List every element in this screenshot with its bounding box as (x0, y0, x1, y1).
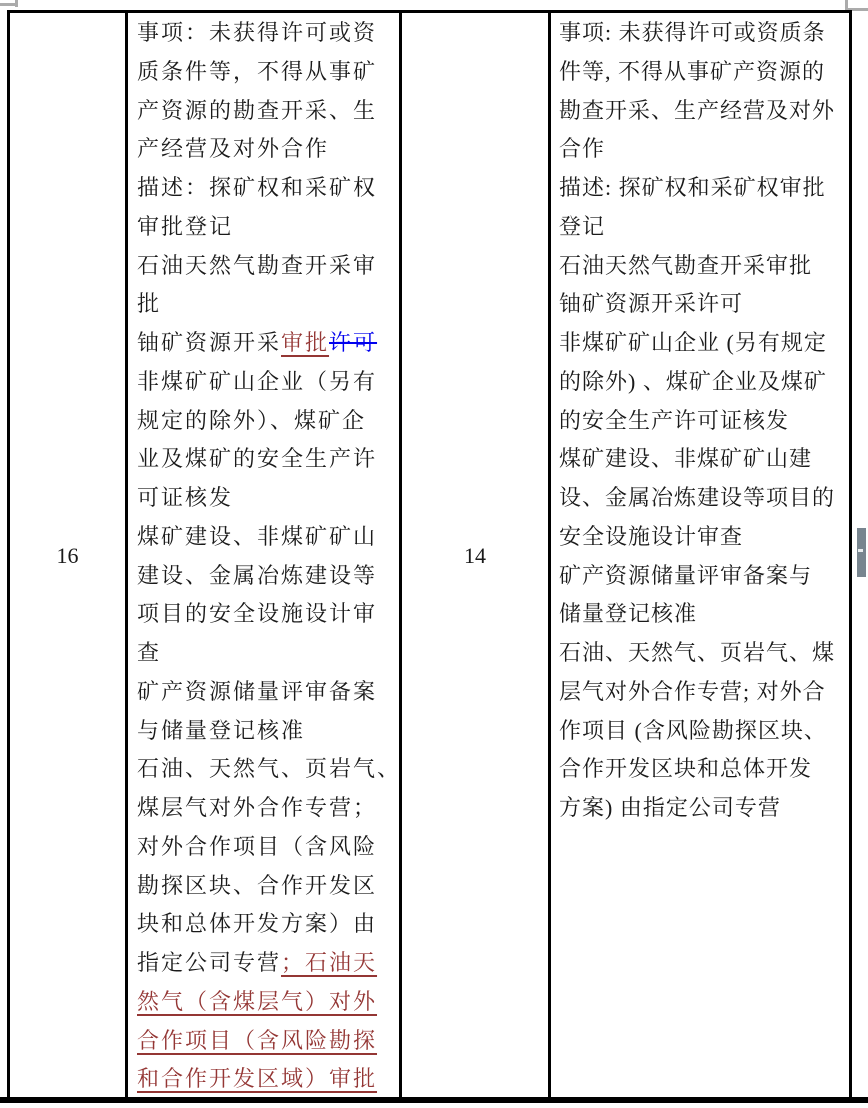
text-run: 业及煤矿的安全生产许 (137, 446, 378, 472)
old-version-text-cell[interactable] (128, 13, 402, 1098)
text-line (137, 285, 397, 324)
text-line (137, 634, 397, 673)
text-run: 设、金属冶炼建设等项目的 (559, 485, 836, 510)
old-row-number: 16 (56, 542, 79, 568)
text-run: 石油、天然气、页岩气、煤 (559, 640, 836, 665)
table-bottom-border (0, 1097, 868, 1103)
grid-corner-mark-top-left-vertical (15, 0, 18, 7)
text-line (559, 557, 847, 596)
text-run: 合作开发区块和总体开发 (559, 756, 813, 782)
text-line (137, 247, 397, 286)
text-line (137, 1022, 397, 1061)
text-run: 储量登记核准 (559, 601, 698, 627)
text-line (559, 363, 847, 402)
inserted-text: ；石油天 (281, 950, 378, 975)
text-line (137, 53, 397, 92)
text-run: 的安全生产许可证核发 (559, 407, 790, 433)
inserted-text: 合作项目（含风险勘探 (137, 1027, 378, 1053)
text-line (559, 247, 847, 286)
text-run: 查 (137, 640, 162, 665)
text-line (559, 789, 847, 828)
text-line (559, 479, 847, 518)
text-run: 件等, 不得从事矿产资源的 (559, 58, 826, 84)
text-run: 对外合作项目（含风险 (137, 833, 378, 859)
text-line (559, 324, 847, 363)
text-line (137, 944, 397, 983)
text-line (559, 402, 847, 441)
text-line (137, 595, 397, 634)
text-line (137, 324, 397, 363)
text-run: 方案) 由指定公司专营 (559, 795, 781, 820)
text-run: 煤矿建设、非煤矿矿山 (137, 523, 378, 549)
text-line (137, 92, 397, 131)
text-run: 规定的除外）、煤矿企 (137, 407, 367, 433)
text-run: 建设、金属冶炼建设等 (137, 562, 378, 588)
scrollbar-thumb[interactable] (857, 528, 866, 577)
text-line (559, 712, 847, 751)
text-line (137, 363, 397, 402)
text-run: 描述：探矿权和采矿权 (137, 175, 378, 200)
inserted-text: 然气（含煤层气）对外 (137, 988, 378, 1014)
text-line (137, 905, 397, 944)
text-line (137, 789, 397, 828)
text-run: 事项：未获得许可或资 (137, 20, 378, 45)
text-run: 审批登记 (137, 213, 234, 239)
text-run: 层气对外合作专营; 对外合 (559, 678, 826, 704)
text-line (559, 285, 847, 324)
inserted-text: 和合作开发区域）审批 (137, 1066, 378, 1092)
text-run: 矿产资源储量评审备案与 (559, 562, 813, 588)
text-run: 描述: 探矿权和采矿权审批 (559, 175, 826, 200)
text-line (137, 712, 397, 751)
text-line (559, 634, 847, 673)
text-run: 铀矿资源开采 (137, 330, 282, 355)
text-line (137, 169, 397, 208)
text-run: 非煤矿矿山企业 (另有规定 (559, 330, 827, 355)
text-run: 煤层气对外合作专营； (137, 795, 378, 820)
text-run: 石油、天然气、页岩气、 (137, 756, 402, 782)
text-line (137, 867, 397, 906)
text-run: 非煤矿矿山企业（另有 (137, 368, 378, 394)
text-line (137, 983, 397, 1022)
text-run: 产资源的勘查开采、生 (137, 97, 378, 123)
text-line (137, 479, 397, 518)
text-run: 块和总体开发方案）由 (137, 911, 378, 937)
deleted-text: 许可 (329, 330, 378, 355)
text-line (559, 14, 847, 53)
text-run: 煤矿建设、非煤矿矿山建 (559, 446, 813, 472)
text-run: 质条件等，不得从事矿 (137, 58, 378, 84)
text-line (559, 673, 847, 712)
text-run: 勘查开采、生产经营及对外 (559, 97, 836, 123)
text-run: 的除外) 、煤矿企业及煤矿 (559, 368, 827, 394)
old-row-number-cell[interactable] (10, 13, 128, 1098)
text-line (559, 440, 847, 479)
text-line (137, 828, 397, 867)
text-run: 指定公司专营 (137, 950, 282, 975)
text-line (137, 402, 397, 441)
text-run: 批 (137, 291, 162, 317)
text-run: 矿产资源储量评审备案 (137, 678, 378, 704)
text-run: 石油天然气勘查开采审批 (559, 252, 813, 278)
text-line (559, 208, 847, 247)
text-line (559, 518, 847, 557)
text-line (137, 208, 397, 247)
text-line (137, 130, 397, 169)
text-line (137, 750, 402, 789)
text-run: 合作 (559, 136, 606, 162)
text-line (137, 1060, 397, 1099)
new-row-number-cell[interactable] (402, 13, 551, 1098)
text-line (559, 53, 847, 92)
revision-table (7, 10, 852, 1098)
text-run: 产经营及对外合作 (137, 136, 330, 162)
text-run: 项目的安全设施设计审 (137, 601, 378, 627)
text-line (559, 595, 847, 634)
text-line (137, 518, 397, 557)
text-run: 石油天然气勘查开采审 (137, 252, 378, 278)
text-run: 安全设施设计审查 (559, 523, 744, 549)
text-run: 登记 (559, 213, 606, 239)
text-run: 可证核发 (137, 485, 234, 510)
text-run: 铀矿资源开采许可 (559, 291, 744, 317)
text-run: 与储量登记核准 (137, 717, 306, 743)
text-line (559, 130, 847, 169)
scrollbar-grip-icon (858, 549, 863, 552)
text-run: 作项目 (含风险勘探区块、 (559, 717, 827, 743)
inserted-text: 审批 (281, 330, 330, 355)
text-line (559, 169, 847, 208)
text-run: 事项: 未获得许可或资质条 (559, 20, 826, 45)
text-line (137, 673, 397, 712)
text-line (137, 557, 397, 596)
text-line (137, 440, 397, 479)
text-run: 勘探区块、合作开发区 (137, 872, 378, 898)
new-version-text-cell[interactable] (551, 13, 849, 1098)
text-line (559, 92, 847, 131)
text-line (559, 750, 847, 789)
new-row-number: 14 (464, 542, 486, 568)
text-line (137, 14, 397, 53)
